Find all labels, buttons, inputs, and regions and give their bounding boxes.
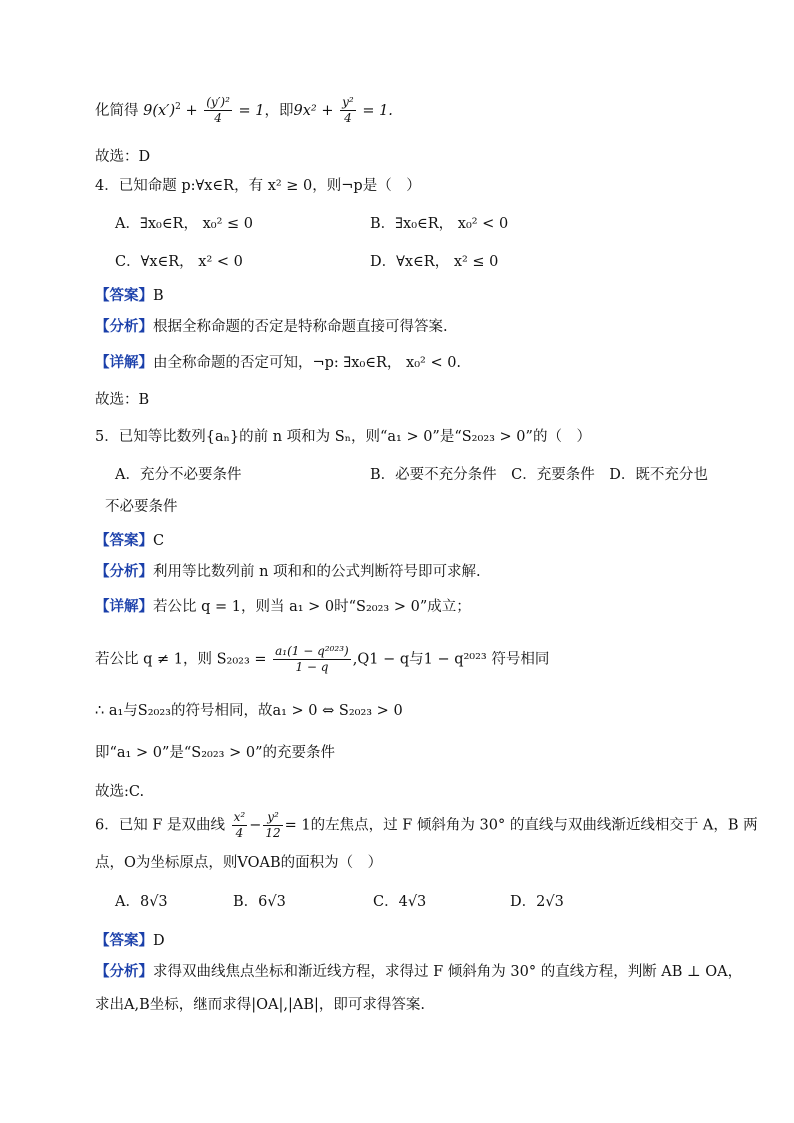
eq2-term: 9x² + [293,102,334,119]
q5-answer: 【答案】C [95,532,165,549]
q4-option-c: C．∀x∈R， x² < 0 [115,254,243,270]
q6-option-a: A．8√3 [115,894,168,910]
q5-formula-line: 若公比 q ≠ 1，则 S₂₀₂₃ = $\frac{\text{a₁(1 − q²⁰²³)}}{1 - q}$ ,Q1 − q与1 − q²⁰²³ 符号相同 [95,644,550,674]
q5-detail: 【详解】若公比 q = 1，则当 a₁ > 0时“S₂₀₂₃ > 0”成立； [95,598,471,615]
q6-stem-cont: 点，O为坐标原点，则VOAB的面积为（ ） [95,855,383,871]
q6-option-d: D．2√3 [510,894,564,910]
q6-option-b: B．6√3 [233,894,286,910]
q4-select: 故选：B [95,392,150,408]
q5-option-bcd: B．必要不充分条件 C．充要条件 D．既不充分也 [370,467,708,483]
eq1-rhs: = 1 [238,102,265,119]
q5-option-d-cont: 不必要条件 [105,499,178,515]
select-d: 故选：D [95,149,151,165]
q4-detail: 【详解】由全称命题的否定可知，¬p: ∃x₀∈R， x₀² < 0. [95,354,462,371]
answer-tag: 【答案】 [95,287,153,304]
q6-option-c: C．4√3 [373,894,427,910]
eq2-rhs: = 1. [362,102,393,119]
detail-tag: 【详解】 [95,354,153,371]
q5-conclusion: 即“a₁ > 0”是“S₂₀₂₃ > 0”的充要条件 [95,745,335,761]
q5-sum-fraction: $\frac{\text{a₁(1 − q²⁰²³)}}{1 - q}$ [275,644,349,674]
q6-fraction-x: $\frac{\text{x²}}{4}$ [233,810,246,840]
q4-analysis: 【分析】根据全称命题的否定是特称命题直接可得答案. [95,318,448,335]
q6-fraction-y: $\frac{\text{y²}}{12}$ [265,810,281,840]
q4-option-d: D．∀x∈R， x² ≤ 0 [370,254,499,270]
q6-analysis: 【分析】求得双曲线焦点坐标和渐近线方程，求得过 F 倾斜角为 30° 的直线方程，判断 AB ⊥ OA， [95,963,743,980]
q4-answer: 【答案】B [95,287,164,304]
q4-option-b: B．∃x₀∈R， x₀² < 0 [370,216,509,232]
analysis-tag: 【分析】 [95,318,153,335]
q5-option-a: A．充分不必要条件 [115,467,242,483]
simplify-line: 化简得 $9(x')^2$ + $\frac{\text{(y′)²}}{4}$ = 1，即9x² + $\frac{\text{y²}}{4}$ = 1. [95,95,393,126]
eq1-fraction: $\frac{\text{(y′)²}}{4}$ [206,95,230,126]
q4-stem: 4．已知命题 p:∀x∈R，有 x² ≥ 0，则¬p是（ ） [95,178,421,194]
text-simplify: 化简得 [95,102,139,119]
q5-sign-line: ∴ a₁与S₂₀₂₃的符号相同，故a₁ > 0 ⇔ S₂₀₂₃ > 0 [95,703,403,719]
q6-analysis-cont: 求出A,B坐标，继而求得|OA|,|AB|，即可求得答案. [95,997,425,1013]
q6-answer: 【答案】D [95,932,165,949]
q5-stem: 5．已知等比数列{aₙ}的前 n 项和为 Sₙ，则“a₁ > 0”是“S₂₀₂₃ > 0”的（ ） [95,429,591,445]
q4-option-a: A．∃x₀∈R， x₀² ≤ 0 [115,216,253,232]
q6-stem: 6．已知 F 是双曲线 $\frac{\text{x²}}{4}$ − $\frac{\text{y²}}{12}$ = 1的左焦点，过 F 倾斜角为 30° 的直线与双曲线渐近线相交于 A，B 两 [95,810,758,840]
q5-select: 故选:C. [95,784,145,800]
eq2-fraction: $\frac{\text{y²}}{4}$ [342,95,354,126]
q5-analysis: 【分析】利用等比数列前 n 项和和的公式判断符号即可求解. [95,563,481,580]
eq1-term: 9(x′) [143,102,176,119]
